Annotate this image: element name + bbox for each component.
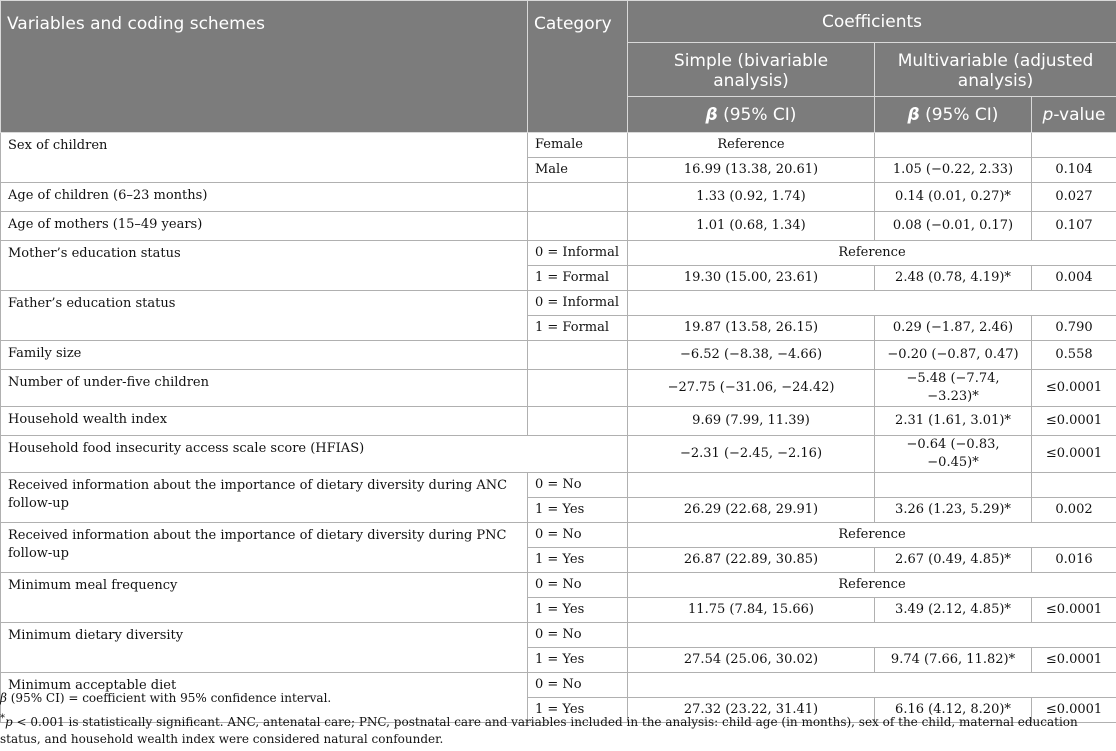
header-simple-beta-ci bbox=[628, 97, 875, 133]
category-cell: 0 = No bbox=[528, 473, 628, 498]
table-row bbox=[1, 241, 1116, 266]
simple-coef-cell: −6.52 (−8.38, −4.66) bbox=[628, 341, 875, 370]
category-cell: 1 = Yes bbox=[528, 498, 628, 523]
multi-coef-cell: −0.64 (−0.83, −0.45)* bbox=[875, 436, 1032, 473]
simple-coef-cell: −27.75 (−31.06, −24.42) bbox=[628, 370, 875, 407]
variable-label: Family size bbox=[1, 341, 528, 370]
empty-cell bbox=[1032, 133, 1116, 158]
header-multi-beta-ci bbox=[875, 97, 1032, 133]
variable-label: Sex of children bbox=[1, 133, 528, 183]
category-cell: 0 = No bbox=[528, 673, 628, 698]
p-italic: p bbox=[5, 715, 13, 729]
header-category: Category bbox=[528, 1, 628, 133]
multi-coef-cell: 3.49 (2.12, 4.85)* bbox=[875, 598, 1032, 623]
category-cell: 0 = No bbox=[528, 623, 628, 648]
variable-label: Received information about the importance of dietary diversity during ANC follow-up bbox=[1, 473, 528, 523]
table-row bbox=[1, 407, 1116, 436]
p-value-cell: ≤0.0001 bbox=[1032, 598, 1116, 623]
table-row bbox=[1, 623, 1116, 648]
header-multivariable: Multivariable (adjusted analysis) bbox=[875, 43, 1116, 97]
simple-coef-cell: 27.32 (23.22, 31.41) bbox=[628, 698, 875, 723]
asterisk: * bbox=[0, 713, 5, 724]
variable-label: Minimum acceptable diet bbox=[1, 673, 528, 723]
simple-coef-cell: −2.31 (−2.45, −2.16) bbox=[628, 436, 875, 473]
reference-cell: Reference bbox=[628, 523, 1116, 548]
simple-coef-cell: 9.69 (7.99, 11.39) bbox=[628, 407, 875, 436]
category-cell bbox=[528, 183, 628, 212]
table-row bbox=[1, 573, 1116, 598]
p-value-cell: 0.104 bbox=[1032, 158, 1116, 183]
footnote-beta-text: (95% CI) = coefficient with 95% confidence interval. bbox=[7, 691, 331, 705]
category-cell: Female bbox=[528, 133, 628, 158]
table-row bbox=[1, 341, 1116, 370]
variable-label: Household wealth index bbox=[1, 407, 528, 436]
multi-coef-cell: 2.48 (0.78, 4.19)* bbox=[875, 266, 1032, 291]
simple-coef-cell: 1.01 (0.68, 1.34) bbox=[628, 212, 875, 241]
p-value-cell: ≤0.0001 bbox=[1032, 407, 1116, 436]
simple-coef-cell: 1.33 (0.92, 1.74) bbox=[628, 183, 875, 212]
category-cell: 1 = Yes bbox=[528, 598, 628, 623]
ci-label: (95% CI) bbox=[718, 105, 797, 125]
p-value-cell: 0.790 bbox=[1032, 316, 1116, 341]
p-value-cell: 0.558 bbox=[1032, 341, 1116, 370]
category-cell: Male bbox=[528, 158, 628, 183]
multi-coef-cell: 0.14 (0.01, 0.27)* bbox=[875, 183, 1032, 212]
p-suffix: -value bbox=[1053, 105, 1105, 125]
p-value-cell: 0.027 bbox=[1032, 183, 1116, 212]
category-cell: 1 = Yes bbox=[528, 648, 628, 673]
category-cell bbox=[528, 407, 628, 436]
category-cell: 1 = Formal bbox=[528, 316, 628, 341]
category-cell: 0 = No bbox=[528, 573, 628, 598]
p-italic: p bbox=[1043, 105, 1054, 125]
header-variables: Variables and coding schemes bbox=[1, 1, 528, 133]
multi-coef-cell: 0.29 (−1.87, 2.46) bbox=[875, 316, 1032, 341]
simple-coef-cell: 26.87 (22.89, 30.85) bbox=[628, 548, 875, 573]
simple-coef-cell: 16.99 (13.38, 20.61) bbox=[628, 158, 875, 183]
variable-label: Mother’s education status bbox=[1, 241, 528, 291]
simple-coef-cell: 19.30 (15.00, 23.61) bbox=[628, 266, 875, 291]
variable-label: Number of under-five children bbox=[1, 370, 528, 407]
table-row bbox=[1, 370, 1116, 407]
multi-coef-cell: 6.16 (4.12, 8.20)* bbox=[875, 698, 1032, 723]
table-row bbox=[1, 291, 1116, 316]
multi-coef-cell: 2.67 (0.49, 4.85)* bbox=[875, 548, 1032, 573]
multi-coef-cell: 3.26 (1.23, 5.29)* bbox=[875, 498, 1032, 523]
p-value-cell: 0.004 bbox=[1032, 266, 1116, 291]
p-value-cell: 0.107 bbox=[1032, 212, 1116, 241]
category-cell bbox=[528, 370, 628, 407]
multi-coef-cell: 1.05 (−0.22, 2.33) bbox=[875, 158, 1032, 183]
footnote-significance-text: < 0.001 is statistically significant. ANC, antenatal care; PNC, postnatal care and variables included in the analysis: child age (in months), sex of the child, maternal education status, and household wealth index were considered natural confounder. bbox=[0, 715, 1078, 746]
variable-label: Father’s education status bbox=[1, 291, 528, 341]
reference-cell: Reference bbox=[628, 133, 875, 158]
header-simple: Simple (bivariable analysis) bbox=[628, 43, 875, 97]
table-row bbox=[1, 436, 1116, 473]
reference-cell: Reference bbox=[628, 241, 1116, 266]
table-footnotes bbox=[0, 690, 1110, 751]
empty-cell bbox=[628, 623, 1116, 648]
simple-coef-cell: 11.75 (7.84, 15.66) bbox=[628, 598, 875, 623]
empty-cell bbox=[875, 133, 1032, 158]
p-value-cell: ≤0.0001 bbox=[1032, 648, 1116, 673]
simple-coef-cell: 19.87 (13.58, 26.15) bbox=[628, 316, 875, 341]
multi-coef-cell: 2.31 (1.61, 3.01)* bbox=[875, 407, 1032, 436]
category-cell: 1 = Yes bbox=[528, 548, 628, 573]
footnote-significance bbox=[0, 710, 1110, 748]
empty-cell bbox=[875, 473, 1032, 498]
p-value-cell: ≤0.0001 bbox=[1032, 698, 1116, 723]
beta-symbol: β bbox=[908, 105, 920, 125]
multi-coef-cell: −0.20 (−0.87, 0.47) bbox=[875, 341, 1032, 370]
table-row bbox=[1, 523, 1116, 548]
header-coefficients: Coefficients bbox=[628, 1, 1116, 43]
category-cell: 1 = Formal bbox=[528, 266, 628, 291]
table-row bbox=[1, 183, 1116, 212]
table-row bbox=[1, 212, 1116, 241]
p-value-cell: ≤0.0001 bbox=[1032, 370, 1116, 407]
multi-coef-cell: 9.74 (7.66, 11.82)* bbox=[875, 648, 1032, 673]
table-row bbox=[1, 473, 1116, 498]
reference-cell: Reference bbox=[628, 573, 1116, 598]
p-value-cell: 0.016 bbox=[1032, 548, 1116, 573]
ci-label: (95% CI) bbox=[920, 105, 999, 125]
empty-cell bbox=[628, 473, 875, 498]
simple-coef-cell: 27.54 (25.06, 30.02) bbox=[628, 648, 875, 673]
category-cell bbox=[528, 212, 628, 241]
p-value-cell: 0.002 bbox=[1032, 498, 1116, 523]
multi-coef-cell: −5.48 (−7.74, −3.23)* bbox=[875, 370, 1032, 407]
variable-label: Household food insecurity access scale score (HFIAS) bbox=[1, 436, 628, 473]
footnote-beta bbox=[0, 690, 1110, 707]
table-row bbox=[1, 133, 1116, 158]
variable-label: Age of children (6–23 months) bbox=[1, 183, 528, 212]
category-cell bbox=[528, 341, 628, 370]
category-cell: 0 = No bbox=[528, 523, 628, 548]
multi-coef-cell: 0.08 (−0.01, 0.17) bbox=[875, 212, 1032, 241]
variable-label: Minimum dietary diversity bbox=[1, 623, 528, 673]
variable-label: Received information about the importance of dietary diversity during PNC follow-up bbox=[1, 523, 528, 573]
category-cell: 0 = Informal bbox=[528, 241, 628, 266]
simple-coef-cell: 26.29 (22.68, 29.91) bbox=[628, 498, 875, 523]
p-value-cell: ≤0.0001 bbox=[1032, 436, 1116, 473]
category-cell: 0 = Informal bbox=[528, 291, 628, 316]
category-cell: 1 = Yes bbox=[528, 698, 628, 723]
beta-symbol: β bbox=[706, 105, 718, 125]
beta-symbol: β bbox=[0, 691, 7, 705]
header-p-value bbox=[1032, 97, 1116, 133]
variable-label: Minimum meal frequency bbox=[1, 573, 528, 623]
variable-label: Age of mothers (15–49 years) bbox=[1, 212, 528, 241]
empty-cell bbox=[1032, 473, 1116, 498]
empty-cell bbox=[628, 291, 1116, 316]
